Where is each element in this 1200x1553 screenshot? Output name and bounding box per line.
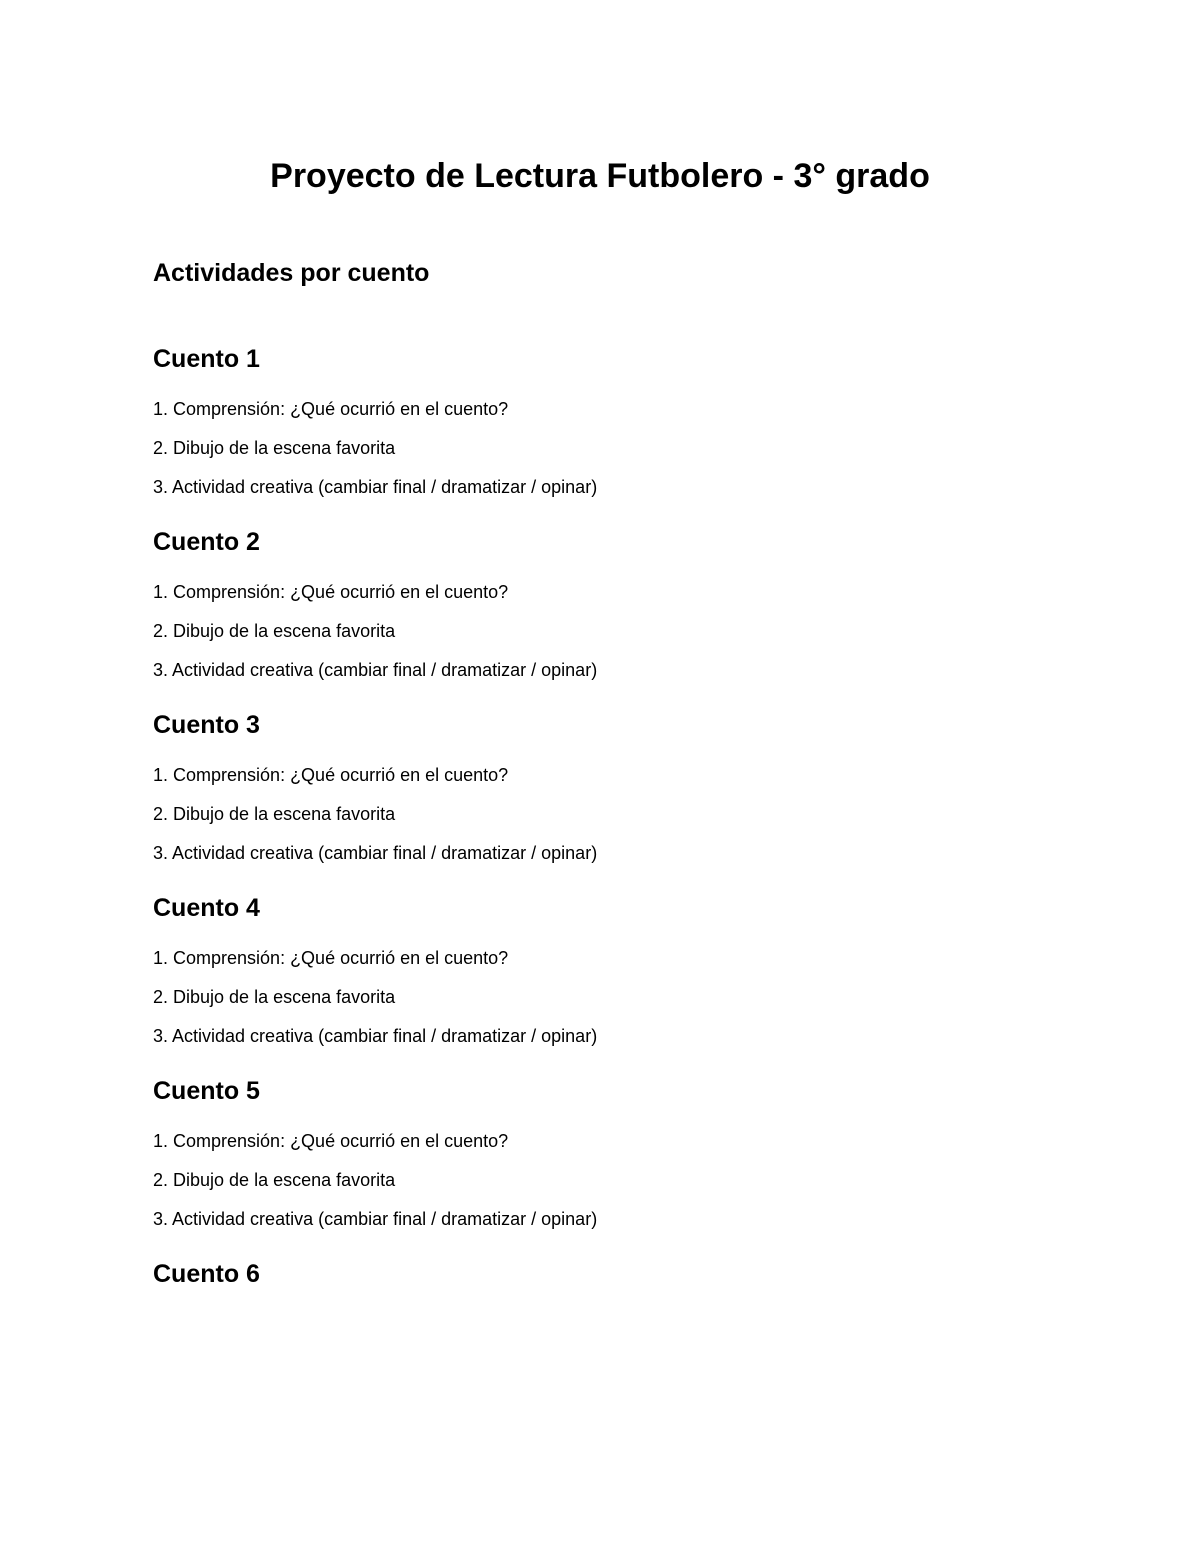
activity-list xyxy=(153,763,1053,865)
story-section xyxy=(153,1256,1053,1292)
activity-item: 3. Actividad creativa (cambiar final / dramatizar / opinar) xyxy=(153,477,598,497)
activity-item: 3. Actividad creativa (cambiar final / dramatizar / opinar) xyxy=(153,1026,598,1046)
story-title: Cuento 6 xyxy=(153,1260,260,1288)
activity-item: 2. Dibujo de la escena favorita xyxy=(153,987,396,1007)
story-section xyxy=(153,890,1053,1048)
activity-list xyxy=(153,1129,1053,1231)
document-content xyxy=(153,255,1053,1292)
story-title: Cuento 5 xyxy=(153,1077,260,1105)
document-title: Proyecto de Lectura Futbolero - 3° grado xyxy=(270,157,930,195)
story-title: Cuento 2 xyxy=(153,528,260,556)
activity-item: 3. Actividad creativa (cambiar final / dramatizar / opinar) xyxy=(153,1209,598,1229)
activity-item: 3. Actividad creativa (cambiar final / dramatizar / opinar) xyxy=(153,843,598,863)
activity-list xyxy=(153,397,1053,499)
story-title: Cuento 1 xyxy=(153,345,260,373)
story-section xyxy=(153,1073,1053,1231)
activity-list xyxy=(153,946,1053,1048)
activity-list xyxy=(153,580,1053,682)
story-section xyxy=(153,341,1053,499)
story-title: Cuento 3 xyxy=(153,711,260,739)
activity-item: 3. Actividad creativa (cambiar final / dramatizar / opinar) xyxy=(153,660,598,680)
activity-item: 1. Comprensión: ¿Qué ocurrió en el cuento? xyxy=(153,948,509,968)
activity-item: 2. Dibujo de la escena favorita xyxy=(153,804,396,824)
activity-item: 2. Dibujo de la escena favorita xyxy=(153,438,396,458)
story-title: Cuento 4 xyxy=(153,894,260,922)
story-section xyxy=(153,524,1053,682)
section-title: Actividades por cuento xyxy=(153,259,430,287)
story-section xyxy=(153,707,1053,865)
activity-item: 1. Comprensión: ¿Qué ocurrió en el cuento? xyxy=(153,765,509,785)
activity-item: 2. Dibujo de la escena favorita xyxy=(153,621,396,641)
story-list xyxy=(153,341,1053,1292)
activity-item: 1. Comprensión: ¿Qué ocurrió en el cuento? xyxy=(153,399,509,419)
activity-item: 1. Comprensión: ¿Qué ocurrió en el cuento? xyxy=(153,1131,509,1151)
activity-item: 2. Dibujo de la escena favorita xyxy=(153,1170,396,1190)
activity-item: 1. Comprensión: ¿Qué ocurrió en el cuento? xyxy=(153,582,509,602)
